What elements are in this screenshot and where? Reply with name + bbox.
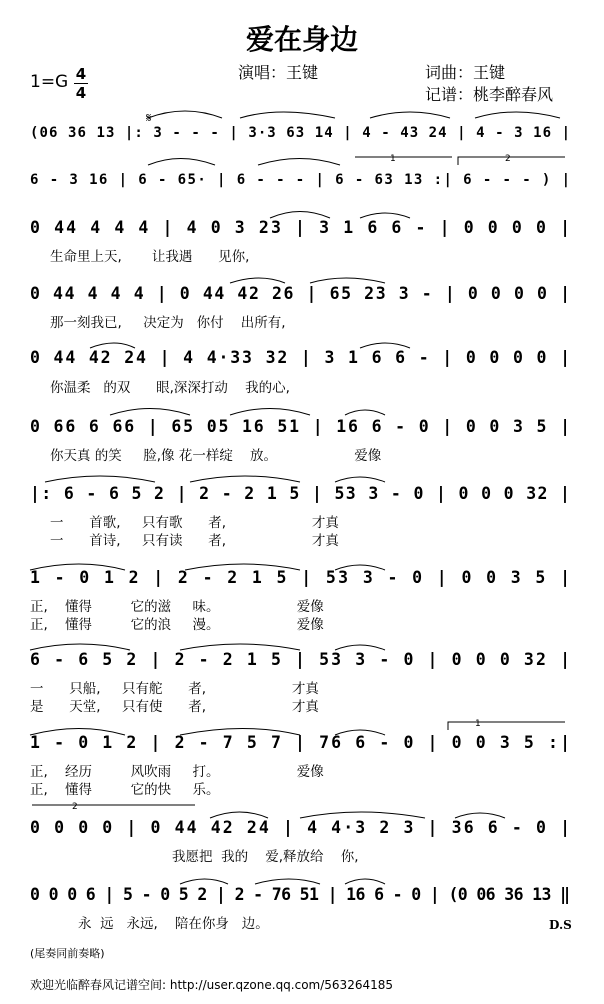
lyric-line: 永 远 永远, 陪在你身 边。 [78,916,269,932]
song-title: 爱在身边 [245,23,358,56]
notation-row: 0 44 4 4 4 | 0 44 42 26 | 65 23 3 - | 0 0 0 0 | [30,284,570,303]
lyric-line: 一 首歌, 只有歌 者, 才真 [50,515,339,531]
lyric-line: 正, 懂得 它的快 乐。 [30,782,220,798]
slur [335,477,385,482]
lyric-line: 正, 懂得 它的浪 漫。 爱像 [30,617,324,633]
slur [190,476,300,482]
slur [180,879,228,884]
time-signature-top: 4 [75,65,87,83]
slur [345,410,385,415]
slur [310,278,385,283]
slur [240,112,335,118]
footer-link[interactable]: 欢迎光临醉春风记谱空间: http://user.qzone.qq.com/563264185 [30,978,394,992]
slur [110,409,190,416]
singer-credit: 演唱：王键 [238,63,319,82]
lyric-line: 生命里上天, 让我遇 见你, [50,249,250,265]
segno-icon: 𝄋 [146,111,152,126]
composer-credit: 词曲：王键 [425,63,506,82]
notation-row: 1 - 0 1 2 | 2 - 7 5 7 | 76 6 - 0 | 0 0 3 5 :| [30,733,570,752]
slur [475,112,560,118]
volta-label-1b: 1 [475,719,481,729]
notation-row: 0 0 0 0 | 0 44 42 24 | 4 4·3 2 3 | 36 6 - 0 | [30,818,570,837]
lyric-line: 你天真 的笑 脸,像 花一样绽 放。 爱像 [50,448,382,464]
lyric-line: 你温柔 的双 眼,深深打动 我的心, [50,380,290,396]
lyric-line: 我愿把 我的 爱,释放给 你, [172,849,359,865]
volta-label-2: 2 [505,154,511,164]
time-signature-bottom: 4 [75,84,87,102]
notation-row: 6 - 3 16 | 6 - 65· | 6 - - - | 6 - 63 13 :| 6 - - - ) | [30,172,570,188]
slur [230,409,310,416]
footnote: (尾奏同前奏略) [30,947,105,960]
volta-bracket-2 [458,157,565,165]
lyric-line: 正, 经历 风吹雨 打。 爱像 [30,764,324,780]
ds-mark: D.S [549,918,572,932]
slur [45,476,155,482]
notation-row: (06 36 13 |: 3 - - - | 3·3 63 14 | 4 - 43 24 | 4 - 3 16 | [30,125,570,141]
slur [230,278,285,283]
slur [148,159,215,166]
notation-row: 6 - 6 5 2 | 2 - 2 1 5 | 53 3 - 0 | 0 0 0 32 | [30,650,570,669]
notation-row: 0 44 4 4 4 | 4 0 3 23 | 3 1 6 6 - | 0 0 0 0 | [30,218,570,237]
notation-row: 1 - 0 1 2 | 2 - 2 1 5 | 53 3 - 0 | 0 0 3 5 | [30,568,570,587]
slur [148,111,222,118]
lyric-line: 是 天堂, 只有使 者, 才真 [30,699,319,715]
notation-row: 0 66 6 66 | 65 05 16 51 | 16 6 - 0 | 0 0 3 5 | [30,417,570,436]
notation-row: |: 6 - 6 5 2 | 2 - 2 1 5 | 53 3 - 0 | 0 0 0 32 | [30,484,570,503]
volta-label-2b: 2 [72,802,78,812]
lyric-line: 正, 懂得 它的滋 味。 爱像 [30,599,324,615]
slur [255,879,320,884]
volta-label-1: 1 [390,154,396,164]
notation-row: 0 0 0 6 | 5 - 0 5 2 | 2 - 76 51 | 16 6 - 0 | (0 06 36 13 ‖ [30,885,570,904]
notation-row: 0 44 42 24 | 4 4·33 32 | 3 1 6 6 - | 0 0 0 0 | [30,348,570,367]
slur [345,879,385,884]
slur [370,112,450,118]
key-signature: 1=G [30,72,69,92]
lyric-line: 一 只船, 只有舵 者, 才真 [30,681,319,697]
transcriber-credit: 记谱：桃李醉春风 [425,85,554,104]
lyric-line: 一 首诗, 只有读 者, 才真 [50,533,339,549]
slur [258,159,340,166]
volta-bracket-1b [448,722,565,730]
lyric-line: 那一刻我已, 决定为 你付 出所有, [50,315,286,331]
